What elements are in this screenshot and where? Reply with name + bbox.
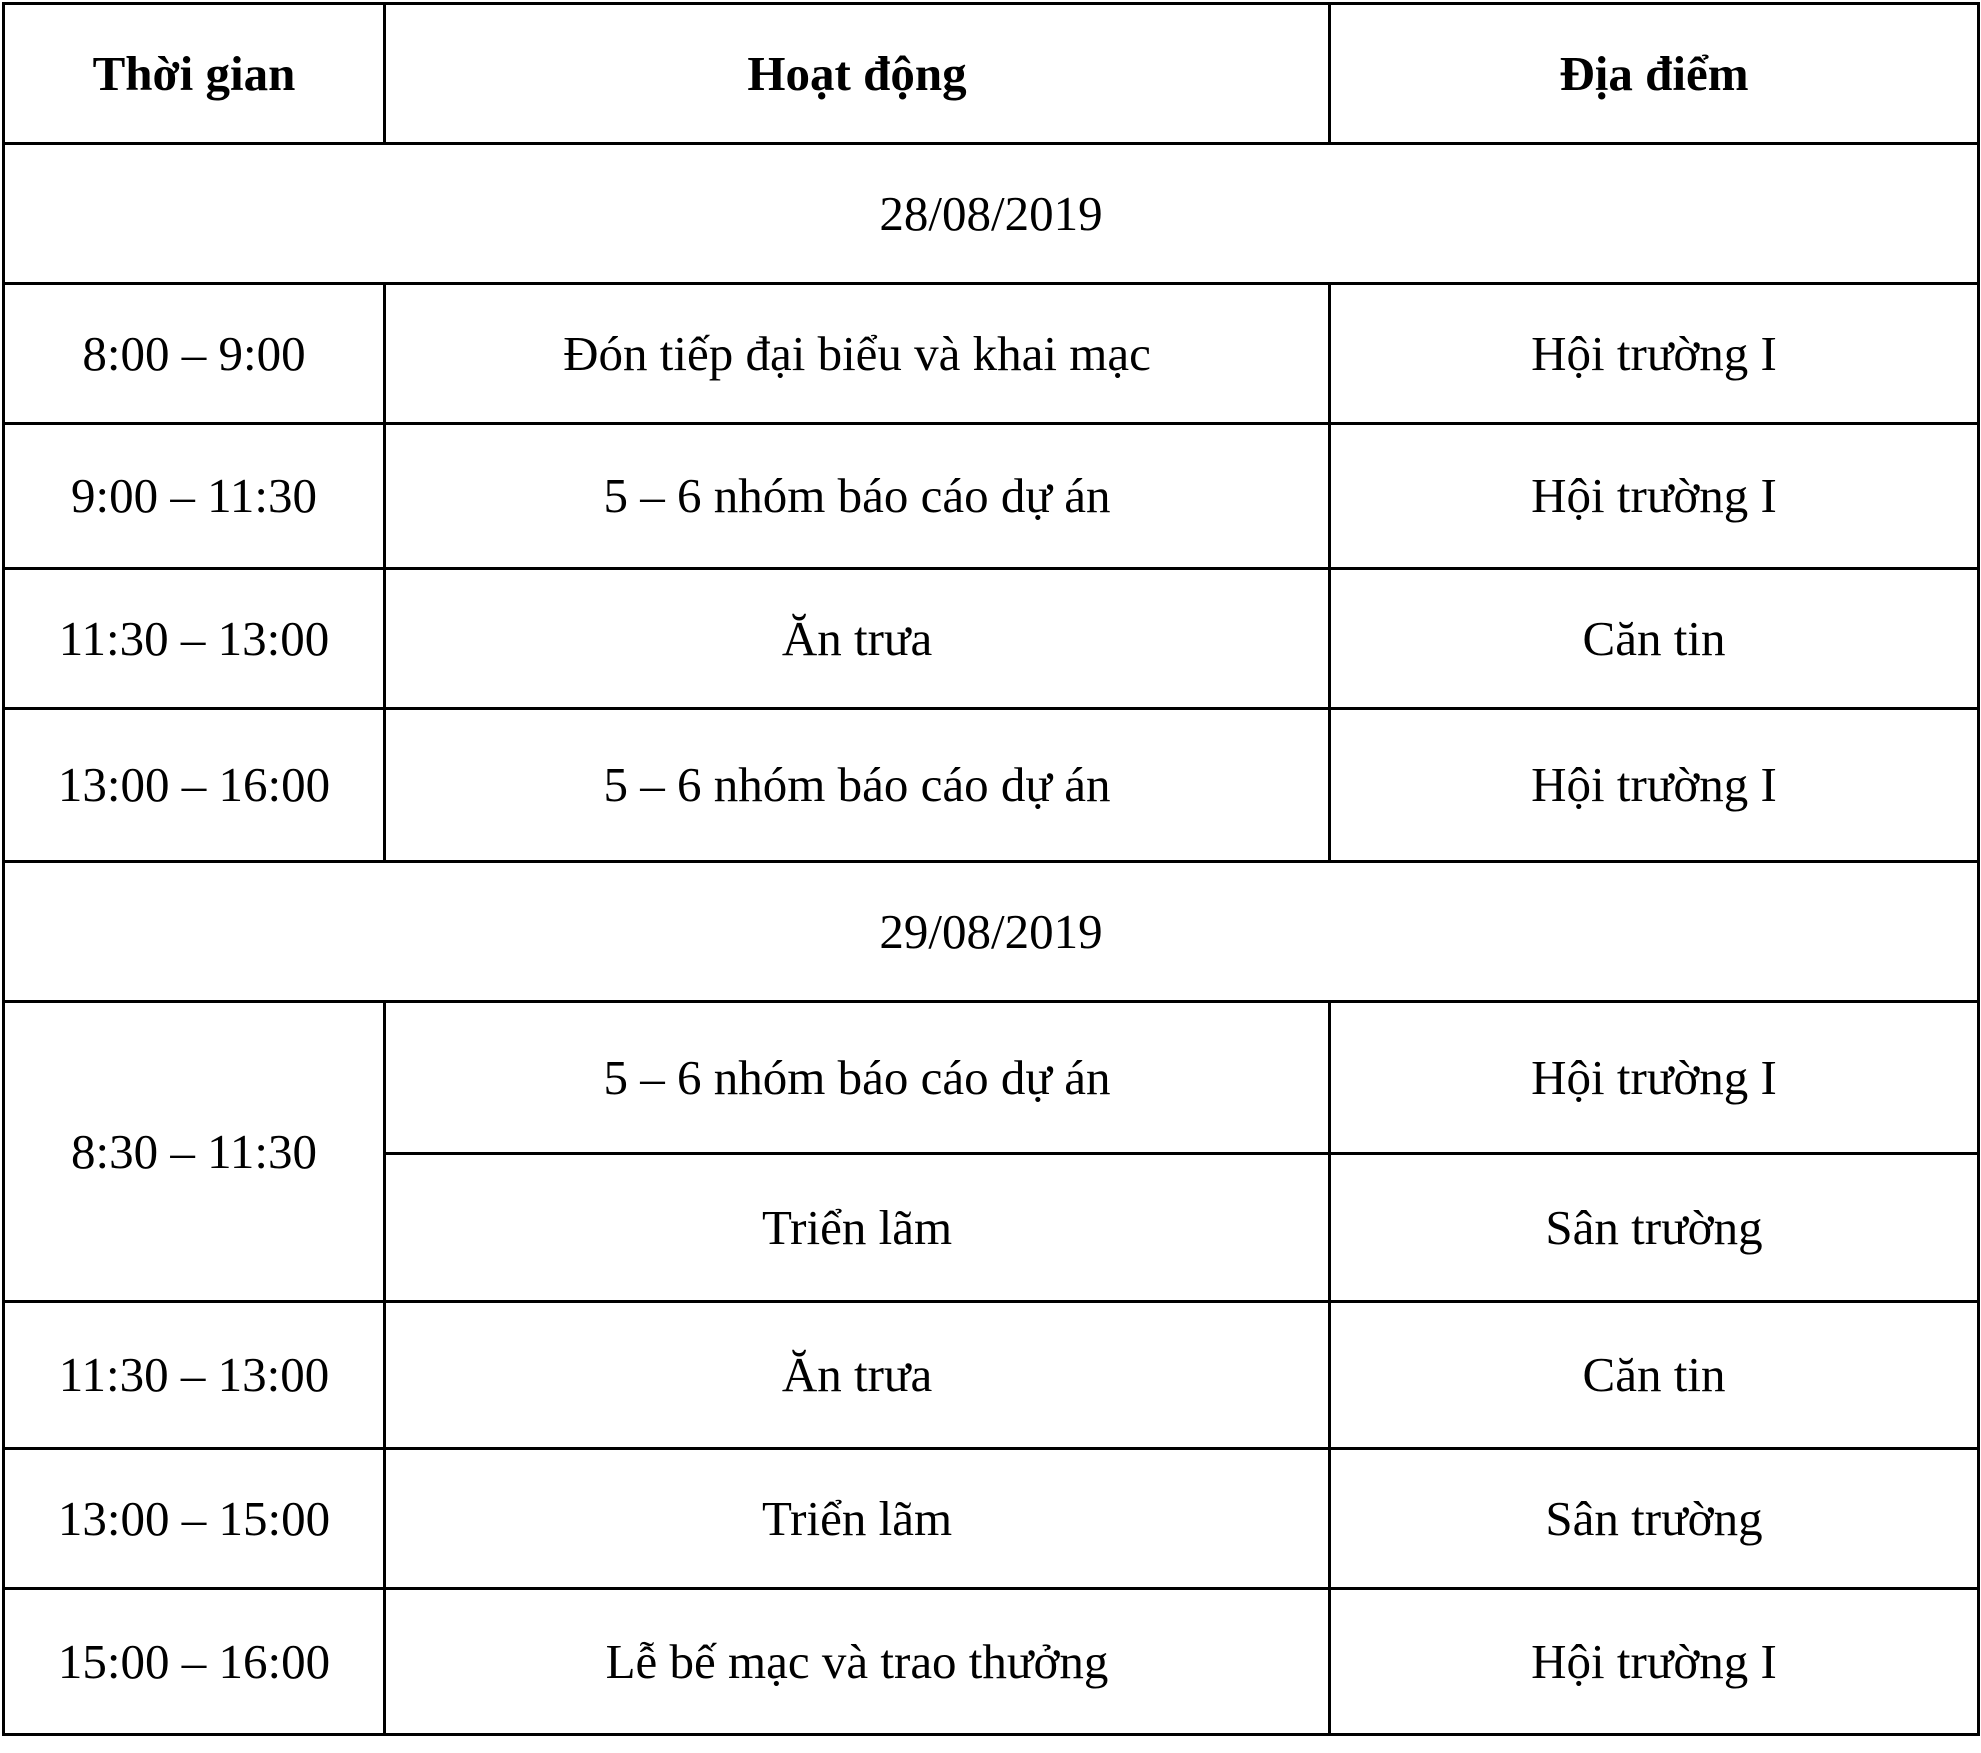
location-cell: Hội trường I — [1330, 1002, 1979, 1154]
activity-cell: Triển lãm — [385, 1154, 1330, 1302]
location-cell: Hội trường I — [1330, 1589, 1979, 1735]
table-row — [4, 284, 1979, 424]
activity-cell: Lễ bế mạc và trao thưởng — [385, 1589, 1330, 1735]
activity-cell: 5 – 6 nhóm báo cáo dự án — [385, 1002, 1330, 1154]
location-cell: Sân trường — [1330, 1449, 1979, 1589]
activity-cell: 5 – 6 nhóm báo cáo dự án — [385, 709, 1330, 862]
time-cell: 13:00 – 15:00 — [4, 1449, 385, 1589]
location-cell: Hội trường I — [1330, 424, 1979, 569]
date-row — [4, 144, 1979, 284]
time-cell: 11:30 – 13:00 — [4, 1302, 385, 1449]
table-row — [4, 709, 1979, 862]
table-row — [4, 1449, 1979, 1589]
header-location: Địa điểm — [1330, 4, 1979, 144]
location-cell: Căn tin — [1330, 569, 1979, 709]
location-cell: Căn tin — [1330, 1302, 1979, 1449]
time-cell: 9:00 – 11:30 — [4, 424, 385, 569]
time-cell: 8:00 – 9:00 — [4, 284, 385, 424]
time-cell: 11:30 – 13:00 — [4, 569, 385, 709]
date-heading: 29/08/2019 — [4, 862, 1979, 1002]
header-time: Thời gian — [4, 4, 385, 144]
header-activity: Hoạt động — [385, 4, 1330, 144]
schedule-table — [2, 2, 1980, 1736]
table-row — [4, 1589, 1979, 1735]
location-cell: Hội trường I — [1330, 709, 1979, 862]
activity-cell: Đón tiếp đại biểu và khai mạc — [385, 284, 1330, 424]
activity-cell: 5 – 6 nhóm báo cáo dự án — [385, 424, 1330, 569]
activity-cell: Ăn trưa — [385, 569, 1330, 709]
table-row — [4, 569, 1979, 709]
activity-cell: Triển lãm — [385, 1449, 1330, 1589]
table-row — [4, 1002, 1979, 1154]
table-row — [4, 424, 1979, 569]
time-cell: 8:30 – 11:30 — [4, 1002, 385, 1302]
header-row — [4, 4, 1979, 144]
location-cell: Sân trường — [1330, 1154, 1979, 1302]
time-cell: 15:00 – 16:00 — [4, 1589, 385, 1735]
location-cell: Hội trường I — [1330, 284, 1979, 424]
table-row — [4, 1302, 1979, 1449]
time-cell: 13:00 – 16:00 — [4, 709, 385, 862]
activity-cell: Ăn trưa — [385, 1302, 1330, 1449]
date-heading: 28/08/2019 — [4, 144, 1979, 284]
date-row — [4, 862, 1979, 1002]
